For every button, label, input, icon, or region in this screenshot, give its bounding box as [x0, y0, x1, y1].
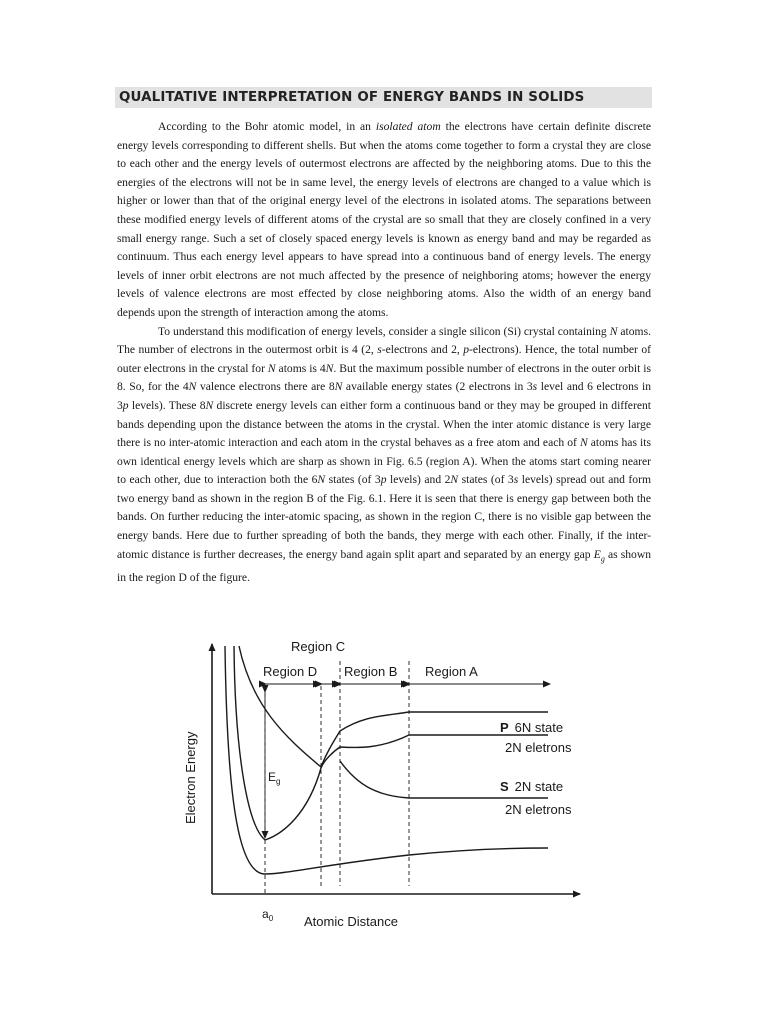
energy-gap-label: $E_g$ [268, 770, 281, 786]
section-heading: QUALITATIVE INTERPRETATION OF ENERGY BANDS IN SOLIDS [115, 87, 652, 108]
region-b-label: Region B [344, 664, 398, 679]
body-text [117, 118, 651, 587]
y-axis-label: Electron Energy [183, 731, 198, 824]
p-band-state: 6N state [514, 720, 564, 735]
region-d-label: Region D [263, 664, 318, 679]
region-a-label: Region A [425, 664, 478, 679]
p-band-letter: P [500, 720, 509, 735]
p-band-electrons: 2N eletrons [505, 740, 572, 755]
energy-band-diagram [168, 636, 588, 936]
s-band-state: 2N state [514, 779, 564, 794]
x-axis-label: Atomic Distance [304, 914, 398, 929]
a0-label: $a_0$ [262, 907, 274, 923]
s-band-label [500, 779, 563, 794]
region-c-label: Region C [291, 639, 346, 654]
outer-core-curve [225, 646, 548, 874]
s-band-electrons: 2N eletrons [505, 802, 572, 817]
p-band-label [500, 720, 563, 735]
energy-band-figure [168, 636, 588, 936]
paragraph-bohr-model: According to the Bohr atomic model, in an isolated atom the electrons have certain definite discrete energy levels corresponding to different shells. But when the atoms come together to form a crystal they are close to each other and the energy levels of outermost electrons are affected by the neighboring atoms. Due to this the energies of the electrons will not be in same level, the energy levels of electrons are changed to a value which is higher or lower than that of the original energy level of the electrons in isolated atoms. The separations between these modified energy levels of different atoms of the crystal are so small that they are closely confined in a very small energy range. Such a set of closely spaced energy levels is known as energy band and may be regarded as continuum. Thus each energy level appears to have spread into a continuous band of energy levels. The energy levels of inner orbit electrons are not much affected by the presence of neighboring atoms; however the energy levels of valence electrons are most effected by close neighboring atoms. Also the width of an energy band depends upon the strength of interaction among the atoms. [117, 120, 651, 319]
s-band-letter: S [500, 779, 509, 794]
paragraph-silicon-crystal: To understand this modification of energy levels, consider a single silicon (Si) crystal containing N atoms. The number of electrons in the outermost orbit is 4 (2, s-electrons and 2, p-electrons). Hence, the total number of outer electrons in the crystal for N atoms is 4N. But the maximum possible number of electrons in the outer orbit is 8. So, for the 4N valence electrons there are 8N available energy states (2 electrons in 3s level and 6 electrons in 3p levels). These 8N discrete energy levels can either form a continuous band or they may be grouped in different bands depending upon the distance between the atoms in the crystal. When the inter atomic distance is very large there is no inter-atomic interaction and each atom in the crystal behaves as a free atom and each of N atoms has its own identical energy levels which are sharp as shown in Fig. 6.5 (region A). When the atoms start coming nearer to each other, due to interaction both the 6N states (of 3p levels) and 2N states (of 3s levels) spread out and form two energy band as shown in the region B of the Fig. 6.1. Here it is seen that there is energy gap between both the bands. On further reducing the inter-atomic spacing, as shown in the region C, there is no visible gap between the energy bands. Here due to further spreading of both the bands, they merge with each other. Finally, if the inter-atomic distance is further decreases, the energy band again split apart and separated by an energy gap $E_g$ as shown in the region D of the figure. [117, 324, 652, 584]
